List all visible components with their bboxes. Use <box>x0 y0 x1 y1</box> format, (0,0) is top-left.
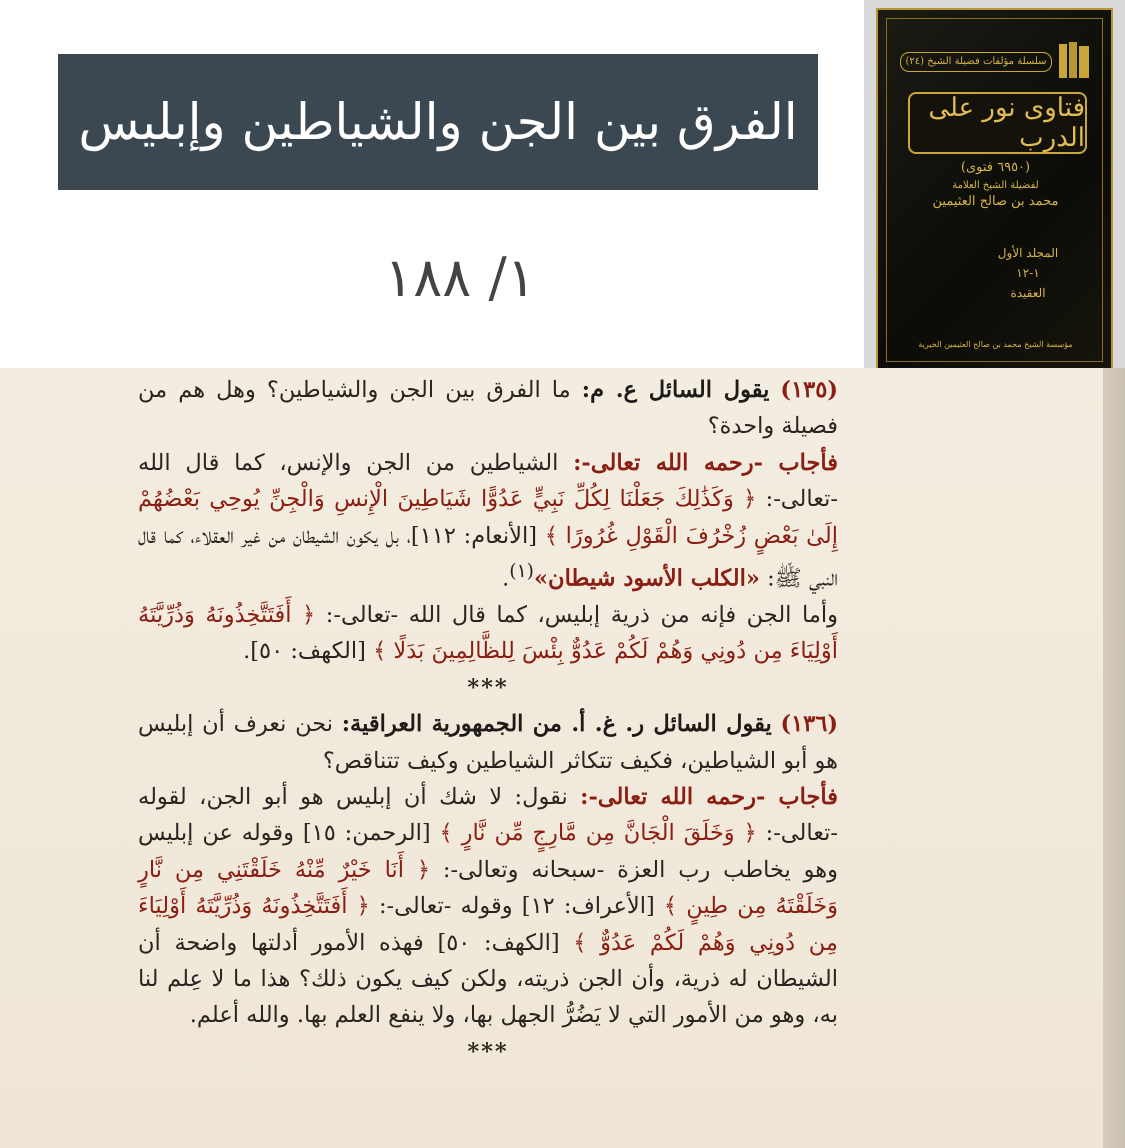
book-page-scan <box>0 368 1125 1148</box>
cover-count: (٦٩٥٠ فتوى) <box>960 160 1031 175</box>
question-number: (١٣٦) <box>780 711 839 738</box>
answer-text: وقوله -تعالى-: <box>378 893 513 920</box>
question-asker: يقول السائل ع. م: <box>581 377 770 403</box>
hadith-text: «الكلب الأسود شيطان» <box>533 565 760 592</box>
verse-reference: [الكهف: ٥٠]. <box>243 638 366 665</box>
answer-text: الشياطين من الجن والإنس، كما قال الله -تعالى-: <box>138 449 838 513</box>
book-cover <box>876 8 1113 372</box>
answer-text: فهذه الأمور أدلتها واضحة أن الشيطان له ذرية، وأن الجن ذريته، ولكن كيف يكون ذلك؟ هذا ما لا عِلم لنا به، وهو من الأمور التي لا يَضُرُّ الجهل بها، ولا ينفع العلم بها. والله أعلم. <box>138 929 838 1029</box>
question-135 <box>138 372 838 445</box>
answer-text: نقول: لا شك أن إبليس هو أبو الجن، لقوله -تعالى-: <box>138 783 838 847</box>
answer-135: فأجاب -رحمه الله تعالى-: الشياطين من الجن والإنس، كما قال الله -تعالى-: ﴿ وَكَذَٰلِكَ جَعَلْنَا لِكُلِّ نَبِيٍّ عَدُوًّا شَيَاطِينَ الْإِنسِ وَالْجِنِّ يُوحِي بَعْضُهُمْ إِلَىٰ بَعْضٍ زُخْرُفَ الْقَوْلِ غُرُورًا ﴾ [الأنعام: ١١٢]، بل يكون الشيطان من غير العقلاء، كما قال النبي ﷺ: «الكلب الأسود شيطان»$^{(١)}$. <box>138 449 839 592</box>
answer-136 <box>138 779 838 1034</box>
quran-verse: ﴿ أَفَتَتَّخِذُونَهُ وَذُرِّيَّتَهُ أَوْلِيَاءَ مِن دُونِي وَهُمْ لَكُمْ عَدُوٌّ بِئْسَ لِلظَّالِمِينَ بَدَلًا ﴾ <box>138 601 838 665</box>
verse-reference: [الرحمن: ١٥] <box>302 820 431 847</box>
page-title: الفرق بين الجن والشياطين وإبليس <box>78 93 798 151</box>
cover-topic: العقيدة <box>1010 286 1046 300</box>
question-text: نحن نعرف أن إبليس هو أبو الشياطين، فكيف تتكاثر الشياطين وكيف تتناقص؟ <box>138 711 838 774</box>
answer-label: فأجاب -رحمه الله تعالى-: <box>580 783 838 810</box>
title-banner <box>58 54 818 190</box>
footnote-marker: (١) <box>509 561 534 583</box>
cover-title: فتاوى نور على الدرب <box>908 92 1087 154</box>
books-icon <box>1057 40 1093 80</box>
quran-verse: ﴿ وَكَذَٰلِكَ جَعَلْنَا لِكُلِّ نَبِيٍّ عَدُوًّا شَيَاطِينَ الْإِنسِ وَالْجِنِّ يُوحِي بَعْضُهُمْ إِلَىٰ بَعْضٍ زُخْرُفَ الْقَوْلِ غُرُورًا ﴾ <box>138 486 839 549</box>
cover-volume: المجلد الأول <box>997 246 1059 260</box>
cover-author-line1: لفضيلة الشيخ العلامة <box>952 180 1039 191</box>
page-text <box>138 372 838 1070</box>
cover-series: سلسلة مؤلفات فضيلة الشيخ (٢٤) <box>900 52 1052 72</box>
section-separator: *** <box>467 1038 509 1065</box>
question-asker: يقول السائل ر. غ. أ. من الجمهورية العراقية: <box>341 711 772 738</box>
verse-reference: [الكهف: ٥٠] <box>437 929 560 956</box>
question-136 <box>138 706 838 779</box>
answer-text: وأما الجن فإنه من ذرية إبليس، كما قال الله -تعالى-: <box>325 601 838 628</box>
section-separator: *** <box>467 674 509 701</box>
quran-verse: ﴿ أَنَا خَيْرٌ مِّنْهُ خَلَقْتَنِي مِن نَّارٍ وَخَلَقْتَهُ مِن طِينٍ ﴾ <box>138 856 839 920</box>
answer-text: وقوله عن إبليس وهو يخاطب رب العزة -سبحانه وتعالى-: <box>138 820 838 883</box>
answer-text: بل يكون الشيطان من غير العقلاء، كما قال النبي ﷺ: <box>138 522 838 592</box>
quran-verse: ﴿ وَخَلَقَ الْجَانَّ مِن مَّارِجٍ مِّن نَّارٍ ﴾ <box>439 820 757 847</box>
verse-reference: [الأعراف: ١٢] <box>521 893 655 920</box>
page-edge <box>1103 368 1125 1148</box>
quran-verse: ﴿ أَفَتَتَّخِذُونَهُ وَذُرِّيَّتَهُ أَوْلِيَاءَ مِن دُونِي وَهُمْ لَكُمْ عَدُوٌّ ﴾ <box>138 893 838 956</box>
book-cover-image <box>864 0 1125 380</box>
cover-range: ١-١٢ <box>1016 266 1040 280</box>
cover-author-line2: محمد بن صالح العثيمين <box>932 194 1059 209</box>
question-number: (١٣٥) <box>780 377 838 403</box>
question-text: ما الفرق بين الجن والشياطين؟ وهل هم من فصيلة واحدة؟ <box>138 377 838 440</box>
cover-publisher: مؤسسة الشيخ محمد بن صالح العثيمين الخيرية <box>918 340 1073 349</box>
answer-label: فأجاب -رحمه الله تعالى-: <box>573 449 838 476</box>
verse-reference: [الأنعام: ١١٢]، <box>406 522 538 549</box>
volume-page-reference: ١/ ١٨٨ <box>384 246 536 309</box>
answer-135-continued <box>138 597 838 670</box>
